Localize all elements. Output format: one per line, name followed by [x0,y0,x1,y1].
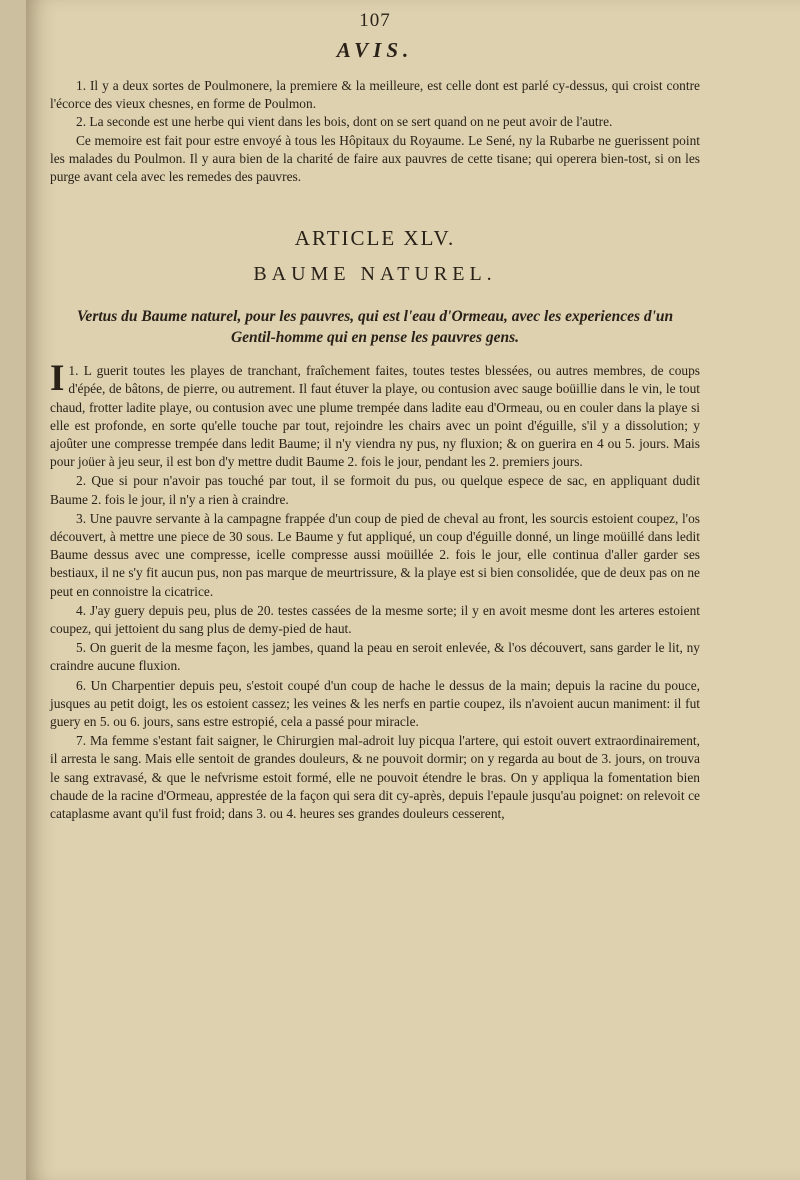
avis-paragraph-1: 1. Il y a deux sortes de Poulmonere, la premiere & la meilleure, est celle dont est parlé cy-dessus, qui croist contre l'écorce des vieux chesnes, en forme de Poulmon. [50,78,700,112]
article-item [50,602,700,638]
item-number: 7. [76,733,87,749]
item-number: 2. [76,473,87,489]
article-item [50,677,700,732]
item-number: 5. [76,640,87,656]
article-item [50,732,700,823]
item-number: 4. [76,602,87,618]
avis-paragraph-2: 2. La seconde est une herbe qui vient dans les bois, dont on se sert quand on ne peut avoir de l'autre. [76,114,613,130]
book-page [26,0,800,1180]
item-text: Un Charpentier depuis peu, s'estoit coupé d'un coup de hache le dessus de la main; depuis la racine du pouce, jusques au petit doigt, les os estoient cassez; les veines & les nerfs en partie coupez, ils n'avoient aucun maniment: il fut guery en 5. ou 6. jours, sans estre estropié, cela a passé pour miracle. [50,677,700,730]
item-number: 1. [68,363,79,379]
article-item [50,358,700,471]
item-number: 6. [76,677,87,693]
baume-heading: BAUME NATUREL. [253,263,497,286]
item-text: J'ay guery depuis peu, plus de 20. testes cassées de la mesme sorte; il y en avoit mesme dont les arteres estoient coupez, qui jettoient du sang plus de demy-pied de haut. [50,602,700,637]
item-text: Une pauvre servante à la campagne frappée d'un coup de pied de cheval au front, les sourcis estoient coupez, l'os découvert, à mettre une piece de 30 sous. Le Baume y fut appliqué, un coup d'éguille donné, un linge moüillé dans ledit Baume dessus avec une compresse, icelle compresse aussi moüillée 2. fois le jour, elle continua d'aller garder ses bestiaux, il ne s'y fit aucun pus, non pas marque de meurtrissure, & la playe est si bien consolidée, que de deux pas on ne peut en connoistre la cicatrice. [50,510,700,599]
item-text: Ma femme s'estant fait saigner, le Chirurgien mal-adroit luy picqua l'artere, qui estoit ouvert extraordinairement, il arresta le sang. Mais elle sentoit de grandes douleurs, & ne pouvoit dormir; on y regarda au bout de 3. jours, on trouva le sang extravasé, & que le nefvrisme estoit formé, elle ne pouvoit étendre le bras. On y appliqua la fomentation bien chaude de la racine d'Ormeau, apprestée de la façon qui sera dit cy-après, depuis l'epaule jusqu'au poignet: on relevoit ce cataplasme avant qu'il fust froid; dans 3. ou 4. heures ses grandes douleurs cesserent, [50,733,700,822]
article-heading: ARTICLE XLV. [294,226,456,251]
drop-cap: I [50,358,65,400]
article-item [50,639,700,675]
article-subtitle: Vertus du Baume naturel, pour les pauvres, qui est l'eau d'Ormeau, avec les experiences d'un Gentil-homme qui en pense les pauvres gens. [76,308,674,347]
item-text: Que si pour n'avoir pas touché par tout, il se formoit du pus, ou quelque espece de sac, en appliquant dudit Baume 2. fois le jour, il n'y a rien à craindre. [50,473,700,507]
avis-paragraph-3: Ce memoire est fait pour estre envoyé à tous les Hôpitaux du Royaume. Le Sené, ny la Rubarbe ne guerissent point les malades du Poulmon. Il y aura bien de la charité de faire aux pauvres de cette tisane; qui operera bien-tost, si on les purge avant cela avec les remedes des pauvres. [50,132,700,185]
avis-heading: AVIS. [336,38,414,62]
article-item [50,510,700,601]
item-text: L guerit toutes les playes de tranchant, fraîchement faites, toutes testes blessées, ou autres membres, de coups d'épée, de bâtons, de pierre, ou autrement. Il faut étuver la playe, ou contusion avec sauge boüillie dans le vin, le tout chaud, frotter ladite playe, ou contusion avec une plume trempée dans ladite eau d'Ormeau, ou en couler dans la playe si elle est profonde, en sorte qu'elle touche par tout, rejoindre les chairs avec un point d'éguille, s'il y a dissolution; y ajoûter une compresse trempée dans ledit Baume; il n'y viendra ny pus, ny fluxion; & on guerira en 4 ou 5. jours. Mais pour joüer à jeu seur, il est bon d'y mettre dudit Baume 2. fois le jour, pendant les 2. premiers jours. [50,363,700,470]
page-number: 107 [359,10,391,31]
article-item [50,472,700,508]
page-text [50,10,700,824]
item-number: 3. [76,510,87,526]
item-text: On guerit de la mesme façon, les jambes, quand la peau en seroit enlevée, & l'os découvert, sans garder le lit, ny craindre aucune fluxion. [50,640,700,674]
